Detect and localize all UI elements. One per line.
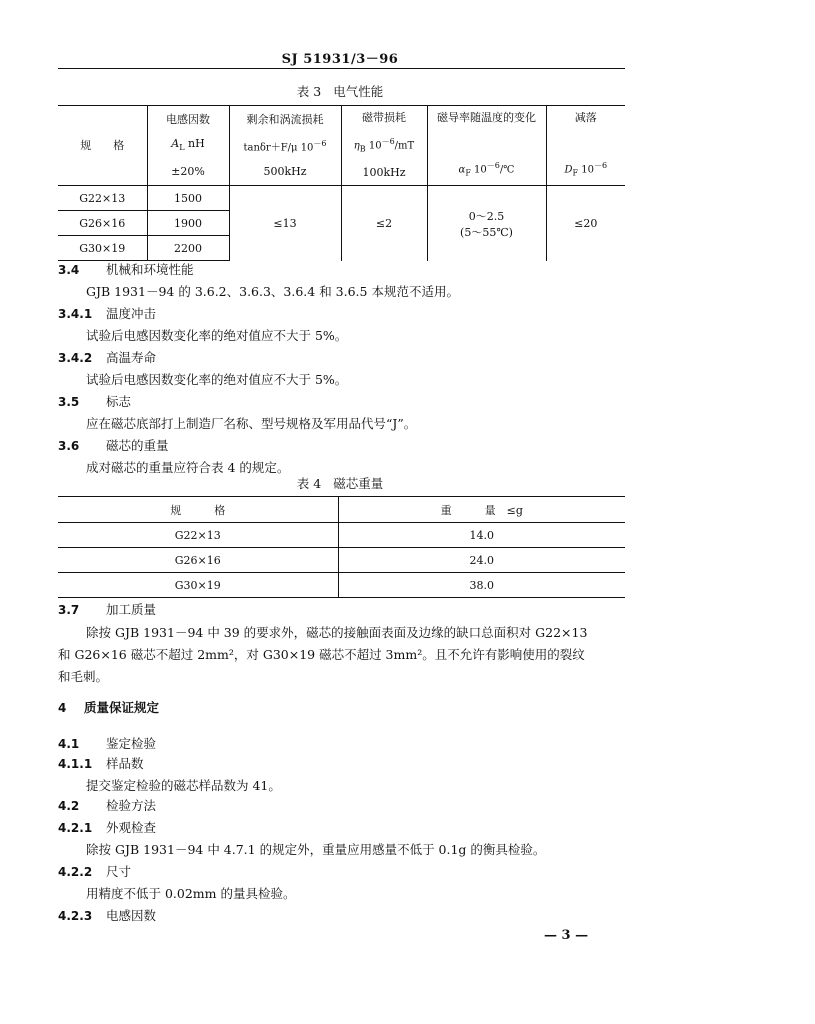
table3-header-hyst-sub: B (359, 144, 366, 154)
table3-header-hyst-line2 (342, 130, 427, 161)
table3-header-disaccommodation (546, 106, 625, 186)
section-number: 3.6 (58, 439, 80, 453)
section-number: 4.1 (58, 737, 80, 751)
table3-header-al-line3: ±20% (171, 164, 205, 178)
table4-spec-cell: G30×19 (58, 573, 338, 598)
table3-electrical-properties (58, 105, 625, 261)
table4-caption-title: 磁芯重量 (333, 476, 384, 491)
header-rule (58, 68, 625, 69)
table3-header-temp-line2 (428, 154, 546, 185)
table3-header-dis-line1: 减落 (574, 111, 597, 124)
table3-temp-value (427, 186, 546, 261)
table3-al-cell: 1900 (147, 211, 229, 236)
section-3-4-2-body: 试验后电感因数变化率的绝对值应不大于 5%。 (86, 372, 348, 387)
table3-dis-value: ≤20 (546, 186, 625, 261)
section-3-5-heading (58, 394, 131, 410)
section-title: 质量保证规定 (84, 700, 160, 715)
table3-header-temp (427, 106, 546, 186)
section-3-5-body: 应在磁芯底部打上制造厂名称、型号规格及军用品代号“J”。 (86, 416, 417, 431)
section-3-7-line3: 和毛刺。 (58, 669, 109, 684)
section-3-4-1-body: 试验后电感因数变化率的绝对值应不大于 5%。 (86, 328, 348, 343)
table3-temp-range: 0～2.5 (468, 209, 505, 223)
table4-header-spec: 规 格 (58, 497, 338, 523)
table3-header-al (147, 106, 229, 186)
table3-spec-cell: G30×19 (58, 236, 147, 261)
section-title: 高温寿命 (106, 350, 157, 365)
table3-header-temp-symbol: α (458, 164, 466, 176)
table3-header-loss-exp: －6 (313, 138, 327, 148)
section-number: 3.4.1 (58, 307, 93, 321)
table3-header-loss-formula: tanδr＋F/μ 10 (243, 141, 314, 153)
table3-header-loss-line3: 500kHz (263, 164, 307, 178)
table3-header-hyst-line3: 100kHz (362, 166, 406, 180)
table3-header-hyst-exp: －6 (381, 137, 395, 146)
section-4-2-heading (58, 798, 156, 814)
table3-header-al-line2 (148, 132, 229, 160)
section-number: 3.7 (58, 603, 80, 617)
table3-header-hyst-symbol: η (353, 140, 360, 152)
table3-temp-condition: (5～55℃) (460, 225, 513, 239)
standard-number: SJ 51931/3－96 (281, 52, 399, 67)
table-row (58, 573, 625, 598)
section-3-4-heading (58, 262, 194, 278)
table3-header-al-unit: nH (184, 136, 205, 150)
table4-caption (0, 474, 680, 492)
table3-header-hyst (341, 106, 427, 186)
section-title: 检验方法 (106, 798, 157, 813)
table-row (58, 548, 625, 573)
section-3-6-body: 成对磁芯的重量应符合表 4 的规定。 (86, 460, 290, 475)
table3-caption-title: 电气性能 (333, 84, 384, 99)
table3-header-al-symbol: A (171, 136, 180, 150)
section-4-1-heading (58, 736, 156, 752)
section-title: 磁芯的重量 (106, 438, 169, 453)
table3-header-loss-line2 (230, 132, 341, 160)
table3-header-temp-exp: －6 (486, 161, 500, 170)
table3-header-al-sub: L (179, 142, 185, 152)
section-3-7-line2: 和 G26×16 磁芯不超过 2mm²，对 G30×19 磁芯不超过 3mm²。且不允许有影响使用的裂纹 (58, 647, 585, 662)
table3-loss-value: ≤13 (229, 186, 341, 261)
table3-caption (0, 82, 680, 100)
section-number: 3.4 (58, 263, 80, 277)
section-4-2-2-heading (58, 864, 131, 880)
section-title: 机械和环境性能 (106, 262, 194, 277)
section-3-4-1-heading (58, 306, 156, 322)
table3-header-temp-unit: /℃ (499, 164, 515, 176)
section-title: 加工质量 (106, 602, 157, 617)
section-3-4-2-heading (58, 350, 156, 366)
section-3-7-heading (58, 602, 156, 618)
table3-header-dis-exp: －6 (593, 161, 608, 170)
table3-header-hyst-unit: /mT (394, 140, 415, 152)
section-3-6-heading (58, 438, 169, 454)
table3-header-dis-symbol: D (564, 164, 573, 176)
table-row (58, 523, 625, 548)
section-4-heading (58, 700, 159, 716)
table3-header-dis-base: 10 (578, 164, 594, 176)
section-number: 4.2 (58, 799, 80, 813)
table4-spec-cell: G22×13 (58, 523, 338, 548)
section-3-4-body: GJB 1931－94 的 3.6.2、3.6.3、3.6.4 和 3.6.5 本规范不适用。 (86, 284, 459, 299)
section-title: 外观检查 (106, 820, 157, 835)
section-3-7-line1: 除按 GJB 1931－94 中 39 的要求外，磁芯的接触面表面及边缘的缺口总面积对 G22×13 (86, 625, 588, 640)
table4-weight-cell: 24.0 (338, 548, 625, 573)
section-number: 4.2.3 (58, 909, 93, 923)
table3-spec-cell: G22×13 (58, 186, 147, 211)
table3-header-al-line1: 电感因数 (166, 112, 210, 126)
table4-header-row (58, 497, 625, 523)
table3-caption-number: 表 3 (296, 84, 322, 99)
table4-weight-cell: 38.0 (338, 573, 625, 598)
section-4-2-1-heading (58, 820, 156, 836)
section-4-1-1-body: 提交鉴定检验的磁芯样品数为 41。 (86, 778, 281, 793)
table3-header-loss (229, 106, 341, 186)
section-number: 3.4.2 (58, 351, 93, 365)
table3-header-dis-line2 (547, 154, 626, 185)
section-4-2-3-heading (58, 908, 156, 924)
table3-header-temp-line1: 磁导率随温度的变化 (437, 111, 536, 124)
section-4-1-1-heading (58, 756, 144, 772)
section-number: 4 (58, 701, 67, 715)
table-row (58, 186, 625, 211)
table4-weight-cell: 14.0 (338, 523, 625, 548)
table3-spec-cell: G26×16 (58, 211, 147, 236)
table3-header-temp-sub: F (465, 168, 471, 178)
section-number: 4.2.1 (58, 821, 93, 835)
section-4-2-2-body: 用精度不低于 0.02mm 的量具检验。 (86, 886, 296, 901)
section-title: 尺寸 (106, 864, 132, 879)
table3-al-cell: 1500 (147, 186, 229, 211)
table3-hyst-value: ≤2 (341, 186, 427, 261)
section-title: 温度冲击 (106, 306, 157, 321)
table4-header-weight: 重 量 ≤g (338, 497, 625, 523)
table4-core-weight (58, 496, 625, 598)
section-number: 4.2.2 (58, 865, 93, 879)
section-number: 3.5 (58, 395, 80, 409)
page-number: — 3 — (544, 928, 589, 943)
table3-header-hyst-line1: 磁带损耗 (362, 111, 406, 124)
section-title: 标志 (106, 394, 132, 409)
table3-header-spec-label: 规 格 (80, 138, 125, 152)
section-number: 4.1.1 (58, 757, 93, 771)
table3-header-loss-line1: 剩余和涡流损耗 (246, 112, 324, 126)
table3-header-temp-base: 10 (470, 164, 487, 176)
table3-header-spec (58, 106, 147, 186)
section-4-2-1-body: 除按 GJB 1931－94 中 4.7.1 的规定外，重量应用感量不低于 0.1g 的衡具检验。 (86, 842, 546, 857)
table4-caption-number: 表 4 (296, 476, 322, 491)
table3-al-cell: 2200 (147, 236, 229, 261)
table3-header-hyst-base: 10 (365, 140, 382, 152)
table3-header-dis-sub: F (572, 168, 579, 178)
section-title: 样品数 (106, 756, 144, 771)
section-title: 电感因数 (106, 908, 157, 923)
table4-spec-cell: G26×16 (58, 548, 338, 573)
section-title: 鉴定检验 (106, 736, 157, 751)
